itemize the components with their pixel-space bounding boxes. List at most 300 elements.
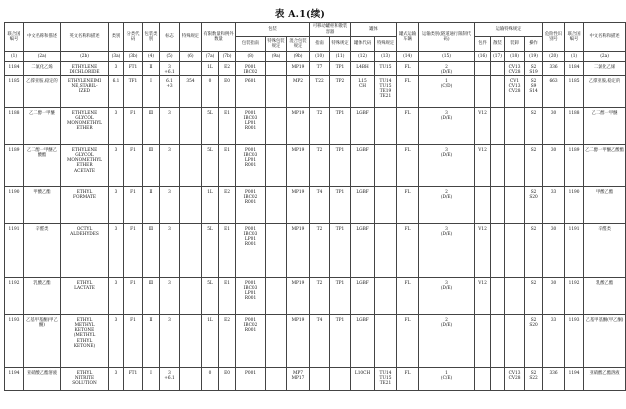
col-num: (6) bbox=[180, 52, 202, 62]
cell-packing-instruction: P001 IBC02 R001 bbox=[236, 187, 266, 224]
cell-cn-name-right: 亚硝酸乙酯溶液 bbox=[584, 368, 626, 391]
cell-hazard-id: 30 bbox=[543, 145, 565, 187]
cell-packing-instruction: P001 IBC03 LP01 R001 bbox=[236, 224, 266, 278]
cell-special-package: V12 bbox=[475, 224, 491, 278]
cell-transport-category: 2 (D/E) bbox=[419, 315, 475, 368]
cell-class: 3 bbox=[109, 368, 124, 391]
cell-portable-tank-instruction: T2 bbox=[310, 278, 330, 315]
cell-special-loading bbox=[505, 187, 525, 224]
cell-labels: 6.1 +3 bbox=[160, 76, 180, 108]
cell-un-number: 1185 bbox=[5, 76, 24, 108]
cell-special-loading: CV1 CV13 CV28 bbox=[505, 76, 525, 108]
cell-un-number-right: 1194 bbox=[565, 368, 584, 391]
table-body bbox=[5, 62, 626, 391]
cell-tank-special bbox=[375, 145, 397, 187]
cell-excepted-quantity: E2 bbox=[219, 62, 236, 76]
cell-class-code: F1 bbox=[124, 108, 143, 145]
cell-labels: 3 bbox=[160, 187, 180, 224]
hdr-un-number: 联合国编号 bbox=[5, 23, 24, 52]
hdr-pt-instr: 指南 bbox=[310, 37, 330, 52]
cell-tank-vehicle: FL bbox=[397, 278, 419, 315]
table-row bbox=[5, 315, 626, 368]
hdr-limited-excepted: 有限数量和例外数量 bbox=[202, 23, 236, 52]
hdr-portable-tank: 可移动罐柜和散装容器 bbox=[310, 23, 351, 37]
col-num: (18) bbox=[505, 52, 525, 62]
cell-tank-vehicle: FL bbox=[397, 368, 419, 391]
cell-packing-instruction: P001 IBC02 R001 bbox=[236, 315, 266, 368]
col-num: (5) bbox=[160, 52, 180, 62]
cell-cn-name: 二氯化乙烯 bbox=[24, 62, 61, 76]
cell-transport-category: 3 (D/E) bbox=[419, 224, 475, 278]
cell-un-number-right: 1188 bbox=[565, 108, 584, 145]
cell-tank-vehicle: FL bbox=[397, 62, 419, 76]
cell-class: 3 bbox=[109, 315, 124, 368]
cell-tank-special bbox=[375, 315, 397, 368]
cell-transport-category: 3 (D/E) bbox=[419, 145, 475, 187]
cell-tank-special bbox=[375, 108, 397, 145]
cell-mixed-packing: MP19 bbox=[287, 108, 310, 145]
cell-packing-group: Ⅲ bbox=[143, 145, 160, 187]
cell-special-packing bbox=[266, 315, 287, 368]
cell-un-number: 1184 bbox=[5, 62, 24, 76]
cell-tank-special bbox=[375, 278, 397, 315]
cell-portable-tank-special bbox=[330, 368, 351, 391]
cell-portable-tank-special: TP1 bbox=[330, 108, 351, 145]
cell-special-operation: S2 S9 S14 bbox=[525, 76, 543, 108]
col-num: (7a) bbox=[202, 52, 219, 62]
cell-excepted-quantity: E2 bbox=[219, 315, 236, 368]
cell-portable-tank-special: TP1 bbox=[330, 278, 351, 315]
cell-un-number: 1193 bbox=[5, 315, 24, 368]
cell-labels: 3 bbox=[160, 108, 180, 145]
cell-hazard-id: 30 bbox=[543, 108, 565, 145]
cell-mixed-packing: MP7 MP17 bbox=[287, 368, 310, 391]
cell-cn-name-right: 辛醛类 bbox=[584, 224, 626, 278]
cell-limited-quantity: 5L bbox=[202, 108, 219, 145]
hdr-mixed-pack: 混合包装规定 bbox=[287, 37, 310, 52]
cell-limited-quantity: 1L bbox=[202, 62, 219, 76]
cell-portable-tank-special: TP1 bbox=[330, 315, 351, 368]
cell-cn-name-right: 乙二醇一甲醚乙酸酯 bbox=[584, 145, 626, 187]
cell-special-packing bbox=[266, 108, 287, 145]
cell-packing-group: Ⅰ bbox=[143, 368, 160, 391]
cell-tank-vehicle: FL bbox=[397, 315, 419, 368]
hdr-class: 类别 bbox=[109, 23, 124, 52]
column-number-row bbox=[5, 52, 626, 62]
table-row bbox=[5, 62, 626, 76]
cell-special-package: V12 bbox=[475, 278, 491, 315]
hdr-tank-special: 特殊规定 bbox=[375, 37, 397, 52]
cell-special-provisions bbox=[180, 187, 202, 224]
cell-labels: 3 bbox=[160, 315, 180, 368]
cell-class-code: F1 bbox=[124, 224, 143, 278]
cell-portable-tank-instruction: T2 bbox=[310, 145, 330, 187]
cell-special-bulk bbox=[491, 62, 505, 76]
hdr-hazard-id: 危险性识别号 bbox=[543, 23, 565, 52]
cell-mixed-packing: MP2 bbox=[287, 76, 310, 108]
cell-special-packing bbox=[266, 187, 287, 224]
cell-hazard-id: 663 bbox=[543, 76, 565, 108]
cell-labels: 3 bbox=[160, 278, 180, 315]
cell-special-operation: S2 bbox=[525, 224, 543, 278]
hdr-pack-special: 特殊包装规定 bbox=[266, 37, 287, 52]
cell-cn-name: 乙二醇一甲醚 bbox=[24, 108, 61, 145]
cell-special-packing bbox=[266, 62, 287, 76]
cell-class: 3 bbox=[109, 62, 124, 76]
cell-class-code: F1 bbox=[124, 145, 143, 187]
cell-tank-vehicle: FL bbox=[397, 108, 419, 145]
cell-class-code: F1 bbox=[124, 187, 143, 224]
cell-special-provisions bbox=[180, 368, 202, 391]
cell-cn-name-right: 乙撑亚胺,稳定的 bbox=[584, 76, 626, 108]
cell-class-code: FT1 bbox=[124, 368, 143, 391]
cell-special-loading bbox=[505, 145, 525, 187]
cell-mixed-packing: MP19 bbox=[287, 145, 310, 187]
cell-limited-quantity: 1L bbox=[202, 315, 219, 368]
cell-tank-vehicle: FL bbox=[397, 187, 419, 224]
hdr-tank: 罐体 bbox=[351, 23, 397, 37]
hdr-en-name: 英文名称和描述 bbox=[61, 23, 109, 52]
cell-portable-tank-instruction: T2 bbox=[310, 108, 330, 145]
cell-special-package bbox=[475, 62, 491, 76]
cell-en-name: ETHYLENEIMI NE,STABIL- IZED bbox=[61, 76, 109, 108]
cell-special-packing bbox=[266, 145, 287, 187]
cell-portable-tank-special: TP1 bbox=[330, 62, 351, 76]
cell-packing-instruction: P601 bbox=[236, 76, 266, 108]
cell-special-bulk bbox=[491, 224, 505, 278]
cell-tank-code: L4BH bbox=[351, 62, 375, 76]
cell-cn-name-right: 二氯化乙烯 bbox=[584, 62, 626, 76]
cell-special-package: V12 bbox=[475, 108, 491, 145]
cell-excepted-quantity: E0 bbox=[219, 368, 236, 391]
cell-un-number-right: 1185 bbox=[565, 76, 584, 108]
cell-special-operation: S2 S20 bbox=[525, 315, 543, 368]
cell-cn-name-right: 乳酸乙酯 bbox=[584, 278, 626, 315]
cell-limited-quantity: 5L bbox=[202, 145, 219, 187]
cell-special-bulk bbox=[491, 368, 505, 391]
cell-special-packing bbox=[266, 76, 287, 108]
cell-special-package: V12 bbox=[475, 145, 491, 187]
table-title: 表 A.1(续) bbox=[274, 9, 326, 20]
col-num: (16) bbox=[475, 52, 491, 62]
cell-mixed-packing: MP19 bbox=[287, 224, 310, 278]
cell-en-name: ETHYL METHYL KETONE (METHYL ETHYL KETONE) bbox=[61, 315, 109, 368]
cell-tank-special bbox=[375, 224, 397, 278]
cell-cn-name: 辛醛类 bbox=[24, 224, 61, 278]
cell-packing-instruction: P001 IBC03 LP01 R001 bbox=[236, 278, 266, 315]
col-num: (3a) bbox=[109, 52, 124, 62]
col-num: (20) bbox=[543, 52, 565, 62]
col-num: (13) bbox=[375, 52, 397, 62]
cell-hazard-id: 30 bbox=[543, 278, 565, 315]
table-row bbox=[5, 368, 626, 391]
cell-un-number: 1190 bbox=[5, 187, 24, 224]
cell-special-packing bbox=[266, 278, 287, 315]
cell-special-packing bbox=[266, 224, 287, 278]
hdr-labels: 标志 bbox=[160, 23, 180, 52]
cell-labels: 3 +6.1 bbox=[160, 62, 180, 76]
cell-special-loading: CV13 CV28 bbox=[505, 62, 525, 76]
cell-special-packing bbox=[266, 368, 287, 391]
hdr-ts-bulk: 散装 bbox=[491, 37, 505, 52]
cell-labels: 3 bbox=[160, 224, 180, 278]
cell-cn-name: 乙二醇一甲醚乙酸酯 bbox=[24, 145, 61, 187]
cell-tank-vehicle: FL bbox=[397, 145, 419, 187]
hdr-packing-group: 包装类别 bbox=[143, 23, 160, 52]
cell-packing-instruction: P001 IBC03 LP01 R001 bbox=[236, 145, 266, 187]
col-num: (2a) bbox=[24, 52, 61, 62]
cell-cn-name-right: 甲酸乙酯 bbox=[584, 187, 626, 224]
cell-special-operation: S2 S19 bbox=[525, 62, 543, 76]
cell-un-number-right: 1189 bbox=[565, 145, 584, 187]
col-num: (3b) bbox=[124, 52, 143, 62]
cell-portable-tank-instruction: T2 bbox=[310, 224, 330, 278]
cell-special-bulk bbox=[491, 145, 505, 187]
cell-special-operation: S2 bbox=[525, 108, 543, 145]
cell-cn-name: 乳酸乙酯 bbox=[24, 278, 61, 315]
cell-mixed-packing: MP19 bbox=[287, 187, 310, 224]
cell-portable-tank-special: TP1 bbox=[330, 187, 351, 224]
cell-class: 3 bbox=[109, 187, 124, 224]
col-num: (9a) bbox=[266, 52, 287, 62]
cell-special-loading bbox=[505, 315, 525, 368]
cell-limited-quantity: 0 bbox=[202, 368, 219, 391]
cell-special-provisions bbox=[180, 278, 202, 315]
cell-hazard-id: 336 bbox=[543, 62, 565, 76]
cell-special-package bbox=[475, 187, 491, 224]
cell-labels: 3 +6.1 bbox=[160, 368, 180, 391]
cell-portable-tank-instruction: T4 bbox=[310, 315, 330, 368]
cell-un-number: 1194 bbox=[5, 368, 24, 391]
cell-packing-instruction: P001 IBC03 LP01 R001 bbox=[236, 108, 266, 145]
cell-special-bulk bbox=[491, 278, 505, 315]
cell-special-package bbox=[475, 368, 491, 391]
cell-excepted-quantity: E1 bbox=[219, 278, 236, 315]
cell-limited-quantity: 5L bbox=[202, 278, 219, 315]
cell-class-code: TF1 bbox=[124, 76, 143, 108]
cell-hazard-id: 336 bbox=[543, 368, 565, 391]
cell-transport-category: 2 (D/E) bbox=[419, 62, 475, 76]
col-num: (12) bbox=[351, 52, 375, 62]
cell-excepted-quantity: E1 bbox=[219, 224, 236, 278]
cell-packing-group: Ⅲ bbox=[143, 108, 160, 145]
table-row bbox=[5, 224, 626, 278]
cell-class: 6.1 bbox=[109, 76, 124, 108]
cell-special-package bbox=[475, 76, 491, 108]
cell-en-name: ETHYL FORMATE bbox=[61, 187, 109, 224]
dangerous-goods-table bbox=[4, 22, 626, 391]
cell-portable-tank-special: TP1 bbox=[330, 145, 351, 187]
cell-un-number-right: 1184 bbox=[565, 62, 584, 76]
cell-limited-quantity: 5L bbox=[202, 224, 219, 278]
cell-tank-code: LGBF bbox=[351, 108, 375, 145]
hdr-packaging: 包装 bbox=[236, 23, 310, 37]
col-num: (11) bbox=[330, 52, 351, 62]
cell-portable-tank-instruction bbox=[310, 368, 330, 391]
hdr-ts-loading: 装卸 bbox=[505, 37, 525, 52]
cell-cn-name-right: 乙基甲基酮(甲乙酮) bbox=[584, 315, 626, 368]
cell-portable-tank-special: TP2 bbox=[330, 76, 351, 108]
col-num: (1) bbox=[565, 52, 584, 62]
cell-tank-code: LGBF bbox=[351, 145, 375, 187]
table-header bbox=[5, 23, 626, 62]
cell-un-number: 1192 bbox=[5, 278, 24, 315]
cell-en-name: ETHYL LACTATE bbox=[61, 278, 109, 315]
cell-special-provisions bbox=[180, 145, 202, 187]
cell-limited-quantity: 0 bbox=[202, 76, 219, 108]
cell-special-provisions bbox=[180, 224, 202, 278]
cell-cn-name: 乙撑亚胺,稳定的 bbox=[24, 76, 61, 108]
cell-un-number: 1191 bbox=[5, 224, 24, 278]
cell-cn-name: 甲酸乙酯 bbox=[24, 187, 61, 224]
cell-transport-category: 2 (D/E) bbox=[419, 187, 475, 224]
cell-limited-quantity: 1L bbox=[202, 187, 219, 224]
cell-en-name: ETHYLENE DICHLORIDE bbox=[61, 62, 109, 76]
col-num: (14) bbox=[397, 52, 419, 62]
col-num: (15) bbox=[419, 52, 475, 62]
cell-hazard-id: 33 bbox=[543, 187, 565, 224]
cell-transport-category: 3 (D/E) bbox=[419, 278, 475, 315]
hdr-tank-code: 罐体代码 bbox=[351, 37, 375, 52]
cell-en-name: ETHYLENE GLYCOL MONOMETHYL ETHER ACETATE bbox=[61, 145, 109, 187]
hdr-transport-category: 运输类别(隧道通行限制代码) bbox=[419, 23, 475, 52]
table-row bbox=[5, 76, 626, 108]
cell-special-provisions: 354 bbox=[180, 76, 202, 108]
cell-packing-group: Ⅱ bbox=[143, 315, 160, 368]
cell-special-bulk bbox=[491, 315, 505, 368]
cell-special-provisions bbox=[180, 62, 202, 76]
cell-un-number-right: 1190 bbox=[565, 187, 584, 224]
cell-packing-instruction: P001 IBC02 bbox=[236, 62, 266, 76]
cell-tank-vehicle: FL bbox=[397, 224, 419, 278]
table-row bbox=[5, 108, 626, 145]
cell-special-provisions bbox=[180, 108, 202, 145]
cell-tank-code: LGBF bbox=[351, 278, 375, 315]
col-num: (17) bbox=[491, 52, 505, 62]
cell-packing-group: Ⅱ bbox=[143, 187, 160, 224]
hdr-cn-name-right: 中文名称和描述 bbox=[584, 23, 626, 52]
cell-special-package bbox=[475, 315, 491, 368]
cell-class-code: F1 bbox=[124, 315, 143, 368]
cell-cn-name-right: 乙二醇一甲醚 bbox=[584, 108, 626, 145]
cell-tank-code: L15 CH bbox=[351, 76, 375, 108]
cell-tank-special: TU14 TU15 TE21 bbox=[375, 368, 397, 391]
col-num: (7b) bbox=[219, 52, 236, 62]
cell-tank-code: LGBF bbox=[351, 224, 375, 278]
cell-cn-name: 亚硝酸乙酯溶液 bbox=[24, 368, 61, 391]
cell-tank-code: L10CH bbox=[351, 368, 375, 391]
cell-special-operation: S2 S20 bbox=[525, 187, 543, 224]
cell-transport-category: 1 (C/E) bbox=[419, 368, 475, 391]
cell-en-name: OCTYL ALDEHYDES bbox=[61, 224, 109, 278]
col-num: (2a) bbox=[584, 52, 626, 62]
cell-special-provisions bbox=[180, 315, 202, 368]
cell-special-loading bbox=[505, 278, 525, 315]
hdr-pack-instr: 包装指南 bbox=[236, 37, 266, 52]
cell-cn-name: 乙基甲基酮(甲乙酮) bbox=[24, 315, 61, 368]
cell-special-bulk bbox=[491, 76, 505, 108]
cell-tank-code: LGBF bbox=[351, 315, 375, 368]
cell-special-operation: S2 bbox=[525, 278, 543, 315]
col-num: (9b) bbox=[287, 52, 310, 62]
cell-transport-category: 1 (C/D) bbox=[419, 76, 475, 108]
hdr-cn-name: 中文名称和描述 bbox=[24, 23, 61, 52]
cell-mixed-packing: MP19 bbox=[287, 278, 310, 315]
table-row bbox=[5, 187, 626, 224]
hdr-un-number-right: 联合国编号 bbox=[565, 23, 584, 52]
cell-class: 3 bbox=[109, 224, 124, 278]
cell-tank-special: TU15 bbox=[375, 62, 397, 76]
cell-packing-group: Ⅲ bbox=[143, 278, 160, 315]
hdr-transport-special: 运输特殊规定 bbox=[475, 23, 543, 37]
cell-portable-tank-special: TP1 bbox=[330, 224, 351, 278]
cell-mixed-packing: MP19 bbox=[287, 62, 310, 76]
col-num: (8) bbox=[236, 52, 266, 62]
cell-packing-group: Ⅰ bbox=[143, 76, 160, 108]
cell-tank-vehicle: FL bbox=[397, 76, 419, 108]
cell-packing-instruction: P001 bbox=[236, 368, 266, 391]
cell-special-loading bbox=[505, 224, 525, 278]
hdr-vehicle: 罐式运输车辆 bbox=[397, 23, 419, 52]
cell-class: 3 bbox=[109, 108, 124, 145]
cell-un-number-right: 1191 bbox=[565, 224, 584, 278]
cell-en-name: ETHYL NITRITE SOLUTION bbox=[61, 368, 109, 391]
col-num: (2b) bbox=[61, 52, 109, 62]
cell-excepted-quantity: E0 bbox=[219, 76, 236, 108]
cell-portable-tank-instruction: T22 bbox=[310, 76, 330, 108]
cell-en-name: ETHYLENE GLYCOL MONOMETHYL ETHER bbox=[61, 108, 109, 145]
hdr-ts-operation: 操作 bbox=[525, 37, 543, 52]
cell-hazard-id: 30 bbox=[543, 224, 565, 278]
cell-excepted-quantity: E1 bbox=[219, 145, 236, 187]
cell-tank-special bbox=[375, 187, 397, 224]
cell-special-loading: CV13 CV28 bbox=[505, 368, 525, 391]
table-row bbox=[5, 278, 626, 315]
cell-hazard-id: 33 bbox=[543, 315, 565, 368]
cell-transport-category: 3 (D/E) bbox=[419, 108, 475, 145]
cell-un-number-right: 1192 bbox=[565, 278, 584, 315]
cell-tank-special: TU14 TU15 TE19 TE21 bbox=[375, 76, 397, 108]
cell-un-number: 1189 bbox=[5, 145, 24, 187]
cell-special-operation: S2 S22 bbox=[525, 368, 543, 391]
cell-mixed-packing: MP19 bbox=[287, 315, 310, 368]
cell-class-code: F1 bbox=[124, 278, 143, 315]
cell-un-number-right: 1193 bbox=[565, 315, 584, 368]
col-num: (19) bbox=[525, 52, 543, 62]
col-num: (4) bbox=[143, 52, 160, 62]
cell-packing-group: Ⅱ bbox=[143, 62, 160, 76]
cell-class: 3 bbox=[109, 278, 124, 315]
cell-packing-group: Ⅲ bbox=[143, 224, 160, 278]
cell-excepted-quantity: E1 bbox=[219, 108, 236, 145]
cell-special-loading bbox=[505, 108, 525, 145]
cell-excepted-quantity: E2 bbox=[219, 187, 236, 224]
cell-class-code: FT1 bbox=[124, 62, 143, 76]
cell-labels: 3 bbox=[160, 145, 180, 187]
cell-tank-code: LGBF bbox=[351, 187, 375, 224]
cell-class: 3 bbox=[109, 145, 124, 187]
col-num: (10) bbox=[310, 52, 330, 62]
cell-portable-tank-instruction: T4 bbox=[310, 187, 330, 224]
hdr-special-provisions: 特殊规定 bbox=[180, 23, 202, 52]
cell-special-operation: S2 bbox=[525, 145, 543, 187]
cell-special-bulk bbox=[491, 187, 505, 224]
table-row bbox=[5, 145, 626, 187]
hdr-ts-package: 包件 bbox=[475, 37, 491, 52]
cell-un-number: 1188 bbox=[5, 108, 24, 145]
hdr-class-code: 分类代码 bbox=[124, 23, 143, 52]
cell-portable-tank-instruction: T7 bbox=[310, 62, 330, 76]
